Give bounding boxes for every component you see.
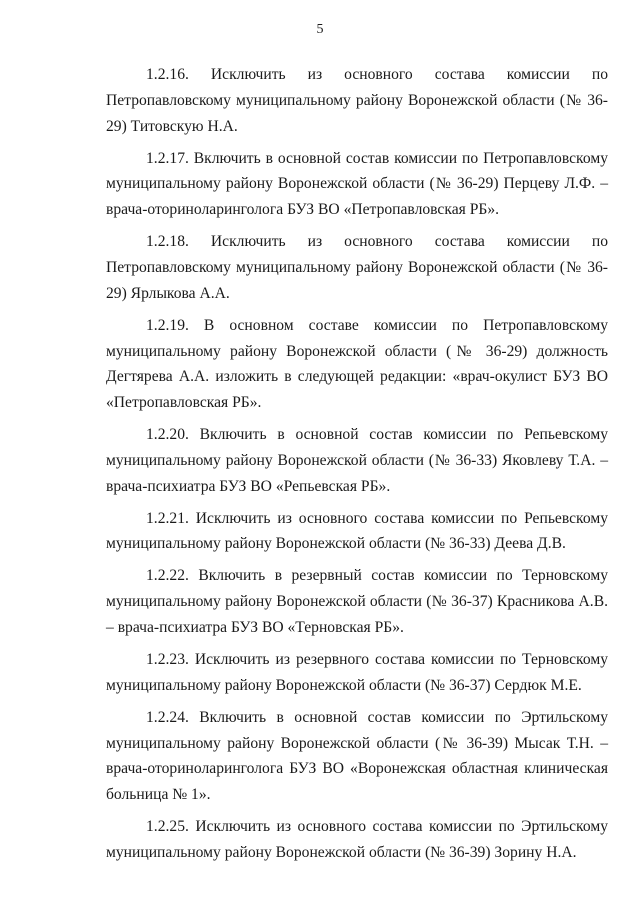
paragraph-1-2-19: 1.2.19. В основном составе комиссии по Петропавловскому муниципальному району Воронежской области (№ 36-29) должность Дегтярева А.А. изложить в следующей редакции: «врач-окулист БУЗ ВО «Петропавловская РБ».: [106, 316, 608, 412]
paragraph-1-2-17: 1.2.17. Включить в основной состав комиссии по Петропавловскому муниципальному району Воронежской области (№ 36-29) Перцеву Л.Ф. – врача-оториноларинголога БУЗ ВО «Петропавловская РБ».: [106, 149, 608, 219]
paragraph-1-2-22: 1.2.22. Включить в резервный состав комиссии по Терновскому муниципальному району Воронежской области (№ 36-37) Красникова А.В. – врача-психиатра БУЗ ВО «Терновская РБ».: [106, 567, 608, 637]
paragraph-1-2-21: 1.2.21. Исключить из основного состава комиссии по Репьевскому муниципальному району Воронежской области (№ 36-33) Деева Д.В.: [106, 509, 608, 553]
paragraph-1-2-20: 1.2.20. Включить в основной состав комиссии по Репьевскому муниципальному району Воронежской области (№ 36-33) Яковлеву Т.А. – врача-психиатра БУЗ ВО «Репьевская РБ».: [106, 426, 608, 495]
document-body: [106, 62, 608, 872]
paragraph-1-2-24: 1.2.24. Включить в основной состав комиссии по Эртильскому муниципальному району Воронежской области (№ 36-39) Мысак Т.Н. – врача-оториноларинголога БУЗ ВО «Воронежская областная клиническая больница № 1».: [106, 708, 608, 804]
paragraph-1-2-18: 1.2.18. Исключить из основного состава комиссии по Петропавловскому муниципальному району Воронежской области (№ 36-29) Ярлыкова А.А.: [106, 233, 608, 302]
paragraph-1-2-25: 1.2.25. Исключить из основного состава комиссии по Эртильскому муниципальному району Воронежской области (№ 36-39) Зорину Н.А.: [106, 818, 608, 861]
page-number: 5: [316, 22, 324, 37]
paragraph-1-2-23: 1.2.23. Исключить из резервного состава комиссии по Терновскому муниципальному району Воронежской области (№ 36-37) Сердюк М.Е.: [106, 651, 608, 694]
paragraph-1-2-16: 1.2.16. Исключить из основного состава комиссии по Петропавловскому муниципальному району Воронежской области (№ 36-29) Титовскую Н.А.: [106, 66, 608, 135]
